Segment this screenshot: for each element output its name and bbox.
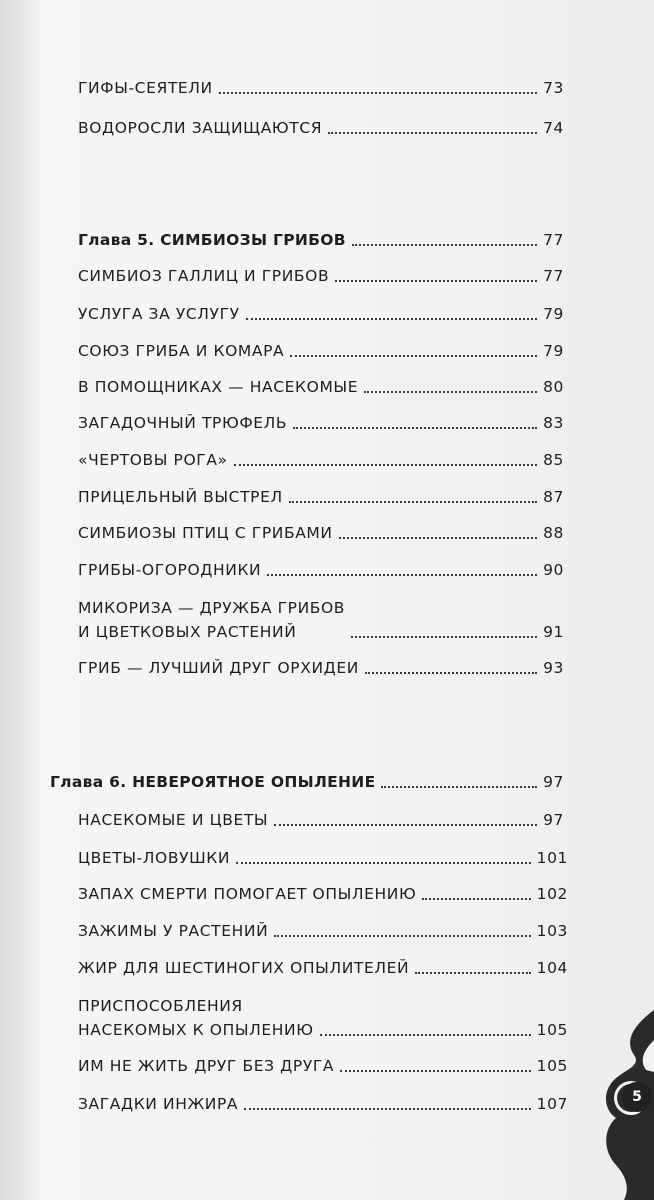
toc-entry-title: ЗАЖИМЫ У РАСТЕНИЙ bbox=[78, 922, 269, 940]
dot-leader bbox=[351, 636, 537, 638]
dot-leader bbox=[415, 972, 530, 974]
toc-entry-page: 93 bbox=[543, 659, 564, 677]
toc-entry bbox=[78, 810, 564, 830]
dot-leader bbox=[328, 132, 537, 134]
toc-entry bbox=[78, 996, 568, 1040]
toc-entry bbox=[78, 450, 564, 470]
toc-entry-title: ГИФЫ-СЕЯТЕЛИ bbox=[78, 79, 213, 97]
toc-entry bbox=[78, 78, 564, 98]
chapter-title: Глава 6. НЕВЕРОЯТНОЕ ОПЫЛЕНИЕ bbox=[50, 773, 376, 791]
toc-entry bbox=[78, 304, 564, 324]
dot-leader bbox=[244, 1108, 530, 1110]
toc-chapter bbox=[50, 772, 564, 792]
toc-entry-page: 90 bbox=[543, 561, 564, 579]
toc-entry-title-line1: МИКОРИЗА — ДРУЖБА ГРИБОВ bbox=[78, 599, 346, 617]
dot-leader bbox=[274, 824, 537, 826]
toc-entry bbox=[78, 658, 564, 678]
dot-leader bbox=[352, 244, 537, 246]
toc-chapter bbox=[78, 230, 564, 250]
dot-leader bbox=[335, 280, 537, 282]
toc-entry-title: СОЮЗ ГРИБА И КОМАРА bbox=[78, 342, 285, 360]
toc-entry bbox=[78, 598, 564, 642]
toc-entry-title-line2: НАСЕКОМЫХ К ОПЫЛЕНИЮ bbox=[78, 1021, 314, 1039]
dot-leader bbox=[320, 1034, 531, 1036]
dot-leader bbox=[339, 537, 537, 539]
dot-leader bbox=[293, 427, 537, 429]
toc-entry-title-line1: ПРИСПОСОБЛЕНИЯ bbox=[78, 997, 243, 1015]
toc-entry-page: 77 bbox=[543, 231, 564, 249]
toc-entry-page: 102 bbox=[536, 885, 568, 903]
toc-entry-page: 97 bbox=[543, 811, 564, 829]
toc-entry-page: 79 bbox=[543, 342, 564, 360]
toc-entry-title-line2: И ЦВЕТКОВЫХ РАСТЕНИЙ bbox=[78, 623, 297, 641]
toc-entry-title: СИМБИОЗЫ ПТИЦ С ГРИБАМИ bbox=[78, 524, 333, 542]
toc-entry-page: 104 bbox=[536, 959, 568, 977]
toc-entry-title: ЗАГАДКИ ИНЖИРА bbox=[78, 1095, 239, 1113]
dot-leader bbox=[246, 318, 537, 320]
toc-entry-page: 101 bbox=[536, 849, 568, 867]
toc-entry-title: УСЛУГА ЗА УСЛУГУ bbox=[78, 305, 240, 323]
toc-entry bbox=[78, 413, 564, 433]
dot-leader bbox=[289, 501, 537, 503]
toc-entry-title: НАСЕКОМЫЕ И ЦВЕТЫ bbox=[78, 811, 269, 829]
toc-entry-title: «ЧЕРТОВЫ РОГА» bbox=[78, 451, 228, 469]
toc-entry-page: 97 bbox=[543, 773, 564, 791]
toc-entry-title: В ПОМОЩНИКАХ — НАСЕКОМЫЕ bbox=[78, 378, 359, 396]
toc-entry-page: 105 bbox=[536, 1057, 568, 1075]
page-number: 5 bbox=[622, 1082, 652, 1112]
dot-leader bbox=[340, 1070, 530, 1072]
dot-leader bbox=[422, 898, 530, 900]
toc-entry-page: 91 bbox=[543, 623, 564, 641]
toc-entry bbox=[78, 958, 568, 978]
toc-entry-page: 79 bbox=[543, 305, 564, 323]
toc-entry-title: ЗАПАХ СМЕРТИ ПОМОГАЕТ ОПЫЛЕНИЮ bbox=[78, 885, 417, 903]
page-gutter-shadow bbox=[0, 0, 40, 1200]
chapter-title: Глава 5. СИМБИОЗЫ ГРИБОВ bbox=[78, 231, 346, 249]
dot-leader bbox=[365, 672, 537, 674]
toc-entry-title: ВОДОРОСЛИ ЗАЩИЩАЮТСЯ bbox=[78, 119, 323, 137]
toc-entry-page: 80 bbox=[543, 378, 564, 396]
dot-leader bbox=[290, 355, 537, 357]
toc-entry-title bbox=[78, 598, 345, 642]
toc-entry bbox=[78, 560, 564, 580]
dot-leader bbox=[267, 574, 537, 576]
toc-entry-title bbox=[78, 996, 314, 1040]
toc-entry bbox=[78, 921, 568, 941]
toc-entry-page: 73 bbox=[543, 79, 564, 97]
toc-entry-page: 85 bbox=[543, 451, 564, 469]
toc-entry bbox=[78, 523, 564, 543]
toc-entry-title: ГРИБ — ЛУЧШИЙ ДРУГ ОРХИДЕИ bbox=[78, 659, 359, 677]
toc-entry-page: 105 bbox=[536, 1021, 568, 1039]
toc-entry-title: ГРИБЫ-ОГОРОДНИКИ bbox=[78, 561, 262, 579]
toc-entry-title: ЗАГАДОЧНЫЙ ТРЮФЕЛЬ bbox=[78, 414, 288, 432]
toc-entry bbox=[78, 118, 564, 138]
toc-entry-page: 74 bbox=[543, 119, 564, 137]
toc-entry bbox=[78, 884, 568, 904]
toc-entry-title: ИМ НЕ ЖИТЬ ДРУГ БЕЗ ДРУГА bbox=[78, 1057, 335, 1075]
toc-entry-page: 87 bbox=[543, 488, 564, 506]
dot-leader bbox=[274, 935, 530, 937]
toc-entry-page: 107 bbox=[536, 1095, 568, 1113]
toc-entry-title: ПРИЦЕЛЬНЫЙ ВЫСТРЕЛ bbox=[78, 488, 283, 506]
toc-entry-title: СИМБИОЗ ГАЛЛИЦ И ГРИБОВ bbox=[78, 267, 330, 285]
toc-entry-title: ЖИР ДЛЯ ШЕСТИНОГИХ ОПЫЛИТЕЛЕЙ bbox=[78, 959, 410, 977]
toc-entry-page: 88 bbox=[543, 524, 564, 542]
dot-leader bbox=[219, 92, 537, 94]
dot-leader bbox=[234, 464, 537, 466]
toc-entry bbox=[78, 848, 568, 868]
toc-entry bbox=[78, 266, 564, 286]
toc-entry-page: 103 bbox=[536, 922, 568, 940]
toc-entry-title: ЦВЕТЫ-ЛОВУШКИ bbox=[78, 849, 231, 867]
toc-entry-page: 83 bbox=[543, 414, 564, 432]
toc-entry bbox=[78, 487, 564, 507]
toc-entry-page: 77 bbox=[543, 267, 564, 285]
dot-leader bbox=[364, 391, 537, 393]
toc-entry bbox=[78, 341, 564, 361]
toc-entry bbox=[78, 377, 564, 397]
dot-leader bbox=[236, 862, 531, 864]
dot-leader bbox=[381, 786, 537, 788]
toc-entry bbox=[78, 1094, 568, 1114]
toc-entry bbox=[78, 1056, 568, 1076]
